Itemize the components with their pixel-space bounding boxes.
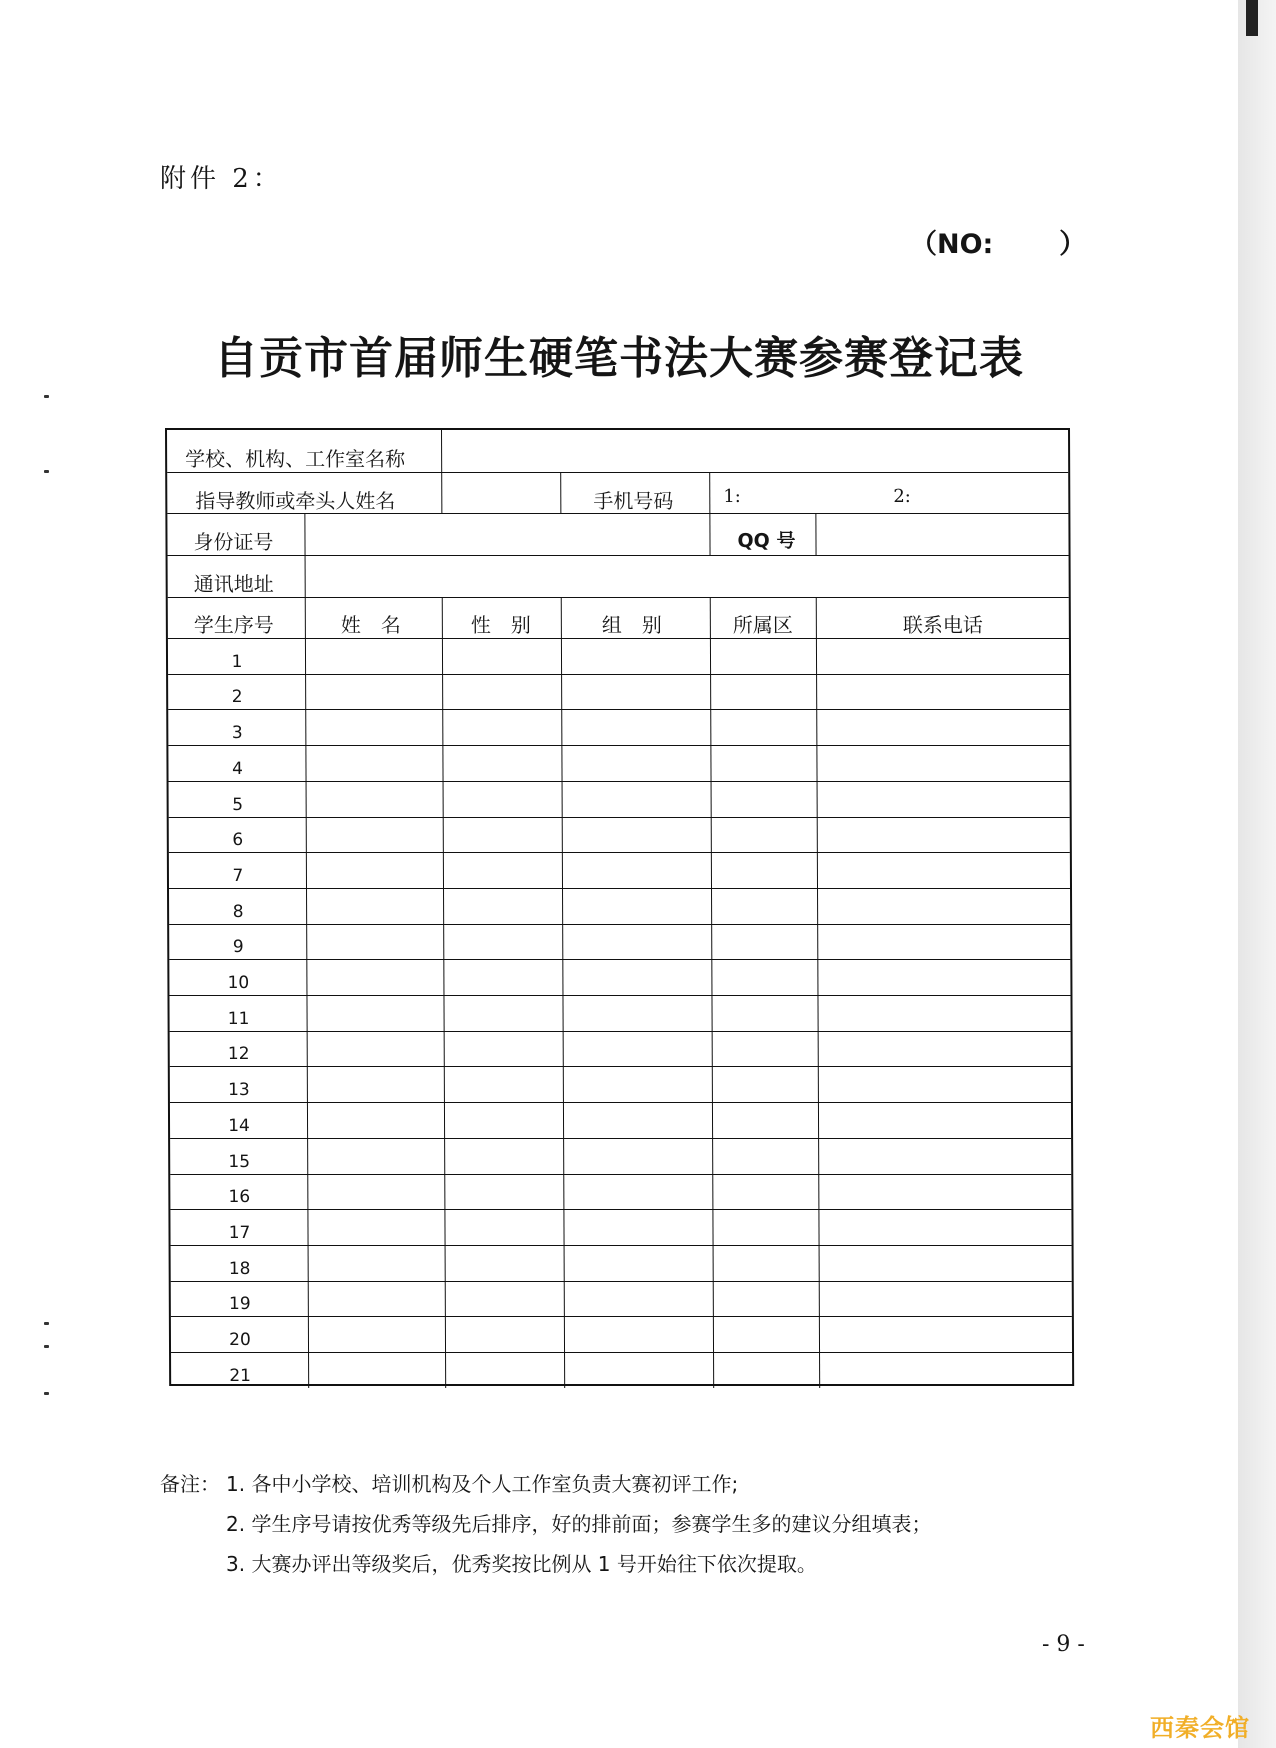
row-number: 1 bbox=[231, 651, 243, 672]
row-number: 11 bbox=[227, 1008, 250, 1029]
row-number: 15 bbox=[228, 1151, 251, 1172]
row-number: 14 bbox=[228, 1115, 250, 1136]
page-title: 自贡市首届师生硬笔书法大赛参赛登记表 bbox=[214, 333, 1024, 384]
phone-slot-1[interactable]: 1: bbox=[723, 486, 741, 507]
row-divider bbox=[169, 817, 1070, 818]
attachment-label: 附件 2： bbox=[160, 164, 283, 194]
row-number: 16 bbox=[228, 1187, 251, 1208]
registration-form bbox=[165, 428, 1074, 1386]
col-header-serial: 学生序号 bbox=[193, 613, 274, 637]
scan-speck bbox=[44, 395, 49, 398]
row-divider bbox=[167, 472, 1068, 473]
id-input[interactable] bbox=[306, 515, 707, 553]
row-divider bbox=[169, 995, 1070, 996]
scan-speck bbox=[44, 1322, 49, 1325]
teacher-label: 指导教师或牵头人姓名 bbox=[195, 489, 396, 513]
col-divider bbox=[442, 597, 446, 1388]
col-divider bbox=[816, 597, 820, 1388]
scan-mark bbox=[1246, 0, 1258, 36]
row-divider bbox=[170, 1102, 1071, 1103]
row-divider bbox=[170, 1174, 1071, 1175]
row-divider bbox=[170, 1138, 1071, 1139]
page-number: - 9 - bbox=[1042, 1632, 1085, 1657]
row-number: 12 bbox=[227, 1044, 250, 1065]
row-number: 17 bbox=[228, 1222, 251, 1243]
col-divider bbox=[709, 472, 710, 513]
id-label: 身份证号 bbox=[193, 530, 274, 554]
institution-input[interactable] bbox=[443, 432, 1070, 470]
col-divider bbox=[709, 513, 710, 555]
scan-speck bbox=[44, 470, 49, 473]
note-item: 2. 学生序号请按优秀等级先后排序，好的排前面；参赛学生多的建议分组填表； bbox=[226, 1512, 932, 1536]
row-number: 21 bbox=[229, 1365, 251, 1386]
row-divider bbox=[169, 888, 1070, 889]
row-divider bbox=[170, 1066, 1071, 1067]
row-divider bbox=[170, 1209, 1071, 1210]
note-item: 3. 大赛办评出等级奖后，优秀奖按比例从 1 号开始往下依次提取。 bbox=[226, 1552, 817, 1576]
serial-number-field[interactable]: （NO: ） bbox=[910, 229, 1087, 260]
row-divider bbox=[171, 1316, 1072, 1317]
col-header-group: 组 别 bbox=[601, 613, 662, 637]
note-item: 1. 各中小学校、培训机构及个人工作室负责大赛初评工作; bbox=[226, 1472, 739, 1496]
scan-speck bbox=[44, 1345, 49, 1348]
row-number: 13 bbox=[228, 1080, 250, 1101]
row-number: 2 bbox=[231, 687, 243, 708]
institution-label: 学校、机构、工作室名称 bbox=[185, 447, 406, 471]
col-header-name: 姓 名 bbox=[340, 613, 401, 637]
row-divider bbox=[169, 924, 1070, 925]
col-divider bbox=[710, 597, 714, 1388]
row-number: 3 bbox=[231, 723, 243, 744]
row-divider bbox=[168, 597, 1069, 598]
scan-speck bbox=[44, 1392, 49, 1395]
row-divider bbox=[168, 674, 1069, 675]
row-divider bbox=[168, 709, 1069, 710]
row-number: 7 bbox=[232, 865, 244, 886]
address-label: 通讯地址 bbox=[193, 572, 274, 596]
row-number: 6 bbox=[232, 830, 244, 851]
teacher-input[interactable] bbox=[443, 474, 558, 512]
site-watermark: 西秦会馆 bbox=[1150, 1714, 1250, 1742]
row-divider bbox=[170, 1031, 1071, 1032]
phone-slot-2[interactable]: 2: bbox=[893, 486, 911, 507]
qq-input[interactable] bbox=[817, 515, 1070, 553]
row-divider bbox=[169, 852, 1070, 853]
row-number: 5 bbox=[232, 794, 244, 815]
col-header-district: 所属区 bbox=[732, 613, 793, 637]
row-divider bbox=[169, 959, 1070, 960]
col-header-gender: 性 别 bbox=[470, 613, 531, 637]
col-header-phone: 联系电话 bbox=[902, 613, 983, 637]
row-number: 4 bbox=[232, 758, 243, 779]
row-divider bbox=[168, 745, 1069, 746]
row-number: 8 bbox=[232, 901, 244, 922]
row-divider bbox=[169, 781, 1070, 782]
row-number: 18 bbox=[228, 1258, 251, 1279]
row-divider bbox=[171, 1281, 1072, 1282]
row-divider bbox=[168, 555, 1069, 556]
row-number: 9 bbox=[232, 937, 244, 958]
col-divider bbox=[815, 513, 816, 555]
row-number: 10 bbox=[227, 973, 250, 993]
col-divider bbox=[560, 472, 561, 513]
row-divider bbox=[171, 1352, 1072, 1353]
row-number: 20 bbox=[229, 1330, 251, 1350]
phone-label: 手机号码 bbox=[593, 489, 674, 513]
qq-label: QQ 号 bbox=[737, 530, 796, 552]
row-divider bbox=[168, 638, 1069, 639]
col-divider bbox=[561, 597, 565, 1388]
address-input[interactable] bbox=[307, 557, 1071, 595]
notes-prefix: 备注： bbox=[160, 1472, 220, 1496]
scan-edge bbox=[1238, 0, 1276, 1748]
row-divider bbox=[171, 1245, 1072, 1246]
row-number: 19 bbox=[228, 1294, 251, 1315]
